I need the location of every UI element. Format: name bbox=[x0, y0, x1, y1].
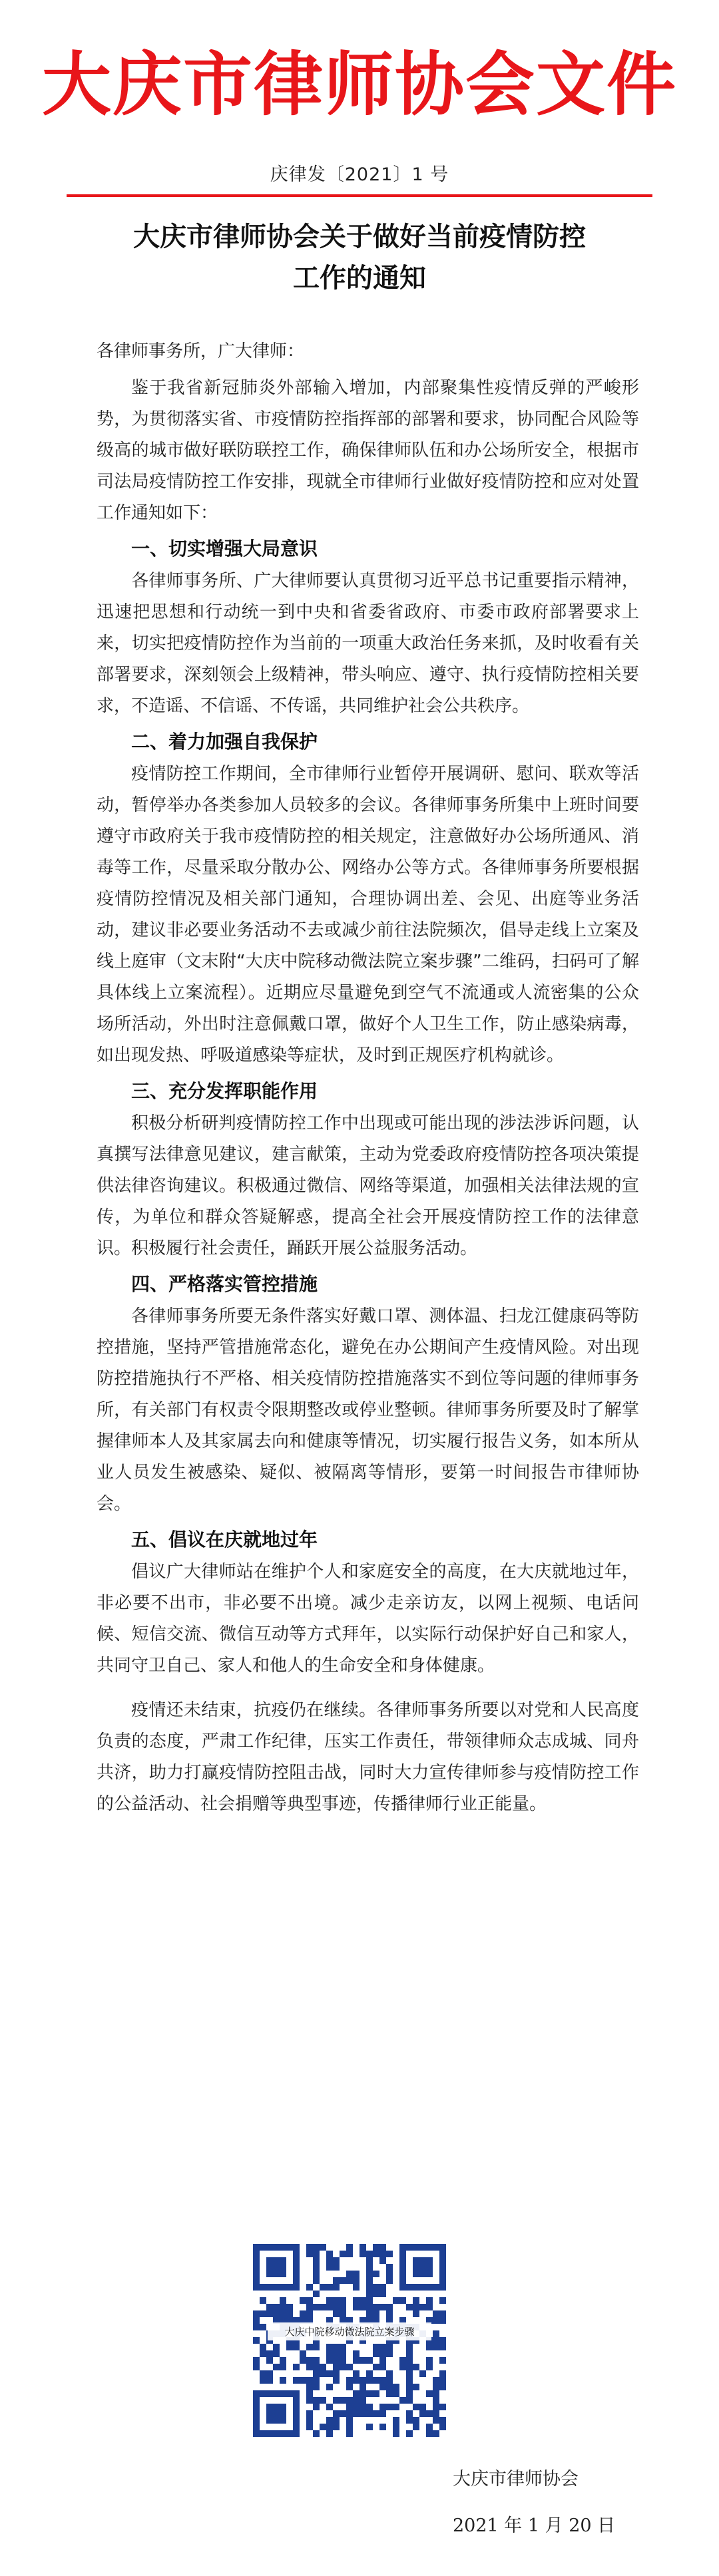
section-1-paragraph: 各律师事务所、广大律师要认真贯彻习近平总书记重要指示精神，迅速把思想和行动统一到中央和省委省政府、市委市政府部署要求上来，切实把疫情防控作为当前的一项重大政治任务来抓，及时收看有关部署要求，深刻领会上级精神，带头响应、遵守、执行疫情防控相关要求，不造谣、不信谣、不传谣，共同维护社会公共秩序。 bbox=[97, 571, 639, 716]
red-header-title: 大庆市律师协会文件 bbox=[41, 44, 677, 125]
notice-title-line-2: 工作的通知 bbox=[293, 263, 426, 293]
qr-code-icon bbox=[253, 2244, 446, 2437]
notice-title bbox=[0, 216, 719, 299]
qr-code[interactable] bbox=[253, 2244, 446, 2437]
section-2-paragraph: 疫情防控工作期间，全市律师行业暂停开展调研、慰问、联欢等活动，暂停举办各类参加人员较多的会议。各律师事务所集中上班时间要遵守市政府关于我市疫情防控的相关规定，注意做好办公场所通风、消毒等工作，尽量采取分散办公、网络办公等方式。各律师事务所要根据疫情防控情况及相关部门通知，合理协调出差、会见、出庭等业务活动，建议非必要业务活动不去或减少前往法院频次，倡导走线上立案及线上庭审（文末附“大庆中院移动微法院立案步骤”二维码，扫码可了解具体线上立案流程）。近期应尽量避免到空气不流通或人流密集的公众场所活动，外出时注意佩戴口罩，做好个人卫生工作，防止感染病毒，如出现发热、呼吸道感染等症状，及时到正规医疗机构就诊。 bbox=[97, 764, 639, 1065]
closing-paragraph: 疫情还未结束，抗疫仍在继续。各律师事务所要以对党和人民高度负责的态度，严肃工作纪律，压实工作责任，带领律师众志成城、同舟共济，助力打赢疫情防控阻击战，同时大力宣传律师参与疫情防控工作的公益活动、社会捐赠等典型事迹，传播律师行业正能量。 bbox=[97, 1700, 639, 1814]
intro-paragraph: 鉴于我省新冠肺炎外部输入增加，内部聚集性疫情反弹的严峻形势，为贯彻落实省、市疫情防控指挥部的部署和要求，协同配合风险等级高的城市做好联防联控工作，确保律师队伍和办公场所安全，根据市司法局疫情防控工作安排，现就全市律师行业做好疫情防控和应对处置工作通知如下： bbox=[97, 378, 639, 523]
section-5-paragraph-1: 倡议广大律师站在维护个人和家庭安全的高度，在大庆就地过年，非必要不出市，非必要不出境。减少走亲访友，以网上视频、电话问候、短信交流、微信互动等方式拜年，以实际行动保护好自己和家人，共同守卫自己、家人和他人的生命安全和身体健康。 bbox=[97, 1562, 639, 1676]
signature-date: 2021 年 1 月 20 日 bbox=[453, 2515, 616, 2536]
section-4-paragraph: 各律师事务所要无条件落实好戴口罩、测体温、扫龙江健康码等防控措施，坚持严管措施常态化，避免在办公期间产生疫情风险。对出现防控措施执行不严格、相关疫情防控措施落实不到位等问题的律师事务所，有关部门有权责令限期整改或停业整顿。律师事务所要及时了解掌握律师本人及其家属去向和健康等情况，切实履行报告义务，如本所从业人员发生被感染、疑似、被隔离等情形，要第一时间报告市律师协会。 bbox=[97, 1306, 639, 1514]
section-heading-5: 五、倡议在庆就地过年 bbox=[131, 1529, 318, 1551]
section-heading-4: 四、严格落实管控措施 bbox=[131, 1273, 318, 1295]
notice-body bbox=[97, 336, 639, 1820]
salutation: 各律师事务所，广大律师： bbox=[97, 341, 305, 361]
section-heading-1: 一、切实增强大局意识 bbox=[131, 538, 318, 560]
signature-organization: 大庆市律师协会 bbox=[453, 2469, 579, 2489]
section-heading-3: 三、充分发挥职能作用 bbox=[131, 1080, 318, 1102]
section-3-paragraph: 积极分析研判疫情防控工作中出现或可能出现的涉法涉诉问题，认真撰写法律意见建议，建言献策，主动为党委政府疫情防控各项决策提供法律咨询建议。积极通过微信、网络等渠道，加强相关法律法规的宣传，为单位和群众答疑解惑，提高全社会开展疫情防控工作的法律意识。积极履行社会责任，踊跃开展公益服务活动。 bbox=[97, 1113, 639, 1258]
qr-caption: 大庆中院移动微法院立案步骤 bbox=[268, 2322, 431, 2340]
document-number: 庆律发〔2021〕1 号 bbox=[270, 164, 449, 185]
notice-title-line-1: 大庆市律师协会关于做好当前疫情防控 bbox=[133, 222, 586, 252]
red-divider-line bbox=[67, 194, 652, 197]
section-heading-2: 二、着力加强自我保护 bbox=[131, 731, 318, 753]
